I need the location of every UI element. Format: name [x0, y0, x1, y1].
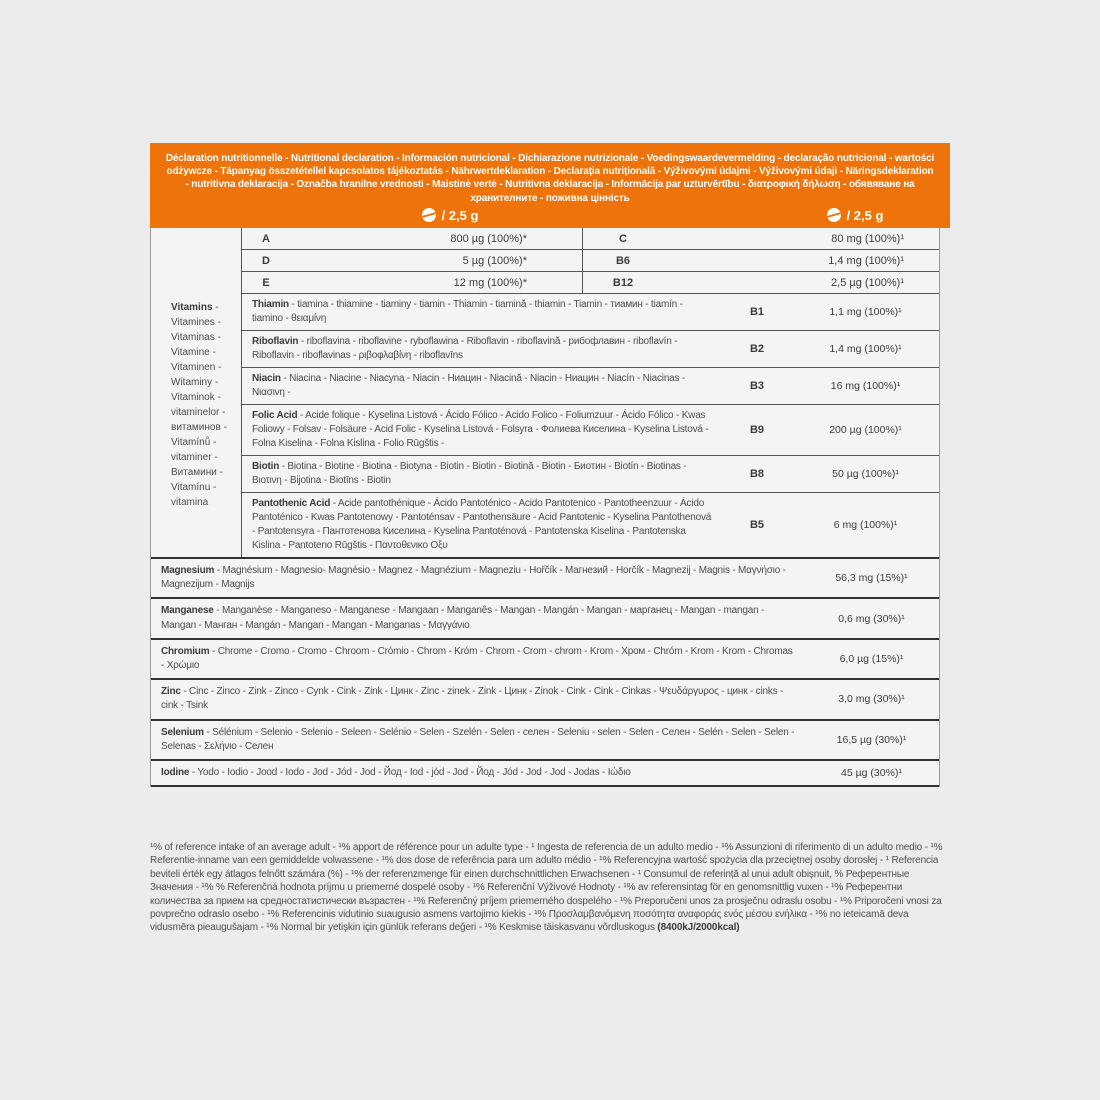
serving-size-left [395, 206, 505, 224]
serving-size-right-label: / 2,5 g [846, 207, 884, 223]
tablet-icon [827, 208, 841, 222]
mineral-value: 45 µg (30%)¹ [841, 766, 902, 779]
table-row-selenium [151, 721, 939, 761]
vitamin-name-bold: Folic Acid [252, 410, 298, 421]
vitamin-value: 1,1 mg (100%)¹ [829, 306, 902, 318]
vitamin-letter: D [262, 254, 270, 267]
table-row-biotin [242, 456, 939, 493]
vitamin-letter: B12 [582, 272, 663, 293]
mineral-value: 56,3 mg (15%)¹ [835, 572, 908, 585]
mineral-name-translations: - Magnésium - Magnesio- Magnésio - Magnez - Magnézium - Magneziu - Hořčík - Магнезий - Horčík - Magnezij - Magnis - Μαγνήσιο - Magnezijum - Magnijs [161, 565, 786, 591]
nutrition-declaration-title: Déclaration nutritionnelle - Nutritional declaration - Información nutricional - Dichiarazione nutrizionale - Voedingswaardevermelding - declaração nutricional - wartości odżywcze - Tápanyag összetétellel kapcsolatos tájékoztatás - Nährwertdeklaration - Declarația nutrițională - Výživovými údajmi - Výživovými údaji - Näringsdeklaration - nutritivna deklaracija - Označba hranilne vrednosti - Maistinė vertė - Nutritivna deklaracija - Informācija par uzturvērtību - διατροφική δήλωση - обявяване на хранителните - поживна цінність [165, 153, 935, 204]
mineral-name-bold: Zinc [161, 686, 181, 698]
table-row-vitamin-e-b12 [242, 272, 939, 294]
footnote-text: ¹% of reference intake of an average adult - ¹% apport de référence pour un adulte type - ¹ Ingesta de referencia de un adulto medio - ¹% Assunzioni di riferimento di un adulto medio - ¹% Referentie-inname van een gemiddelde volwassene - ¹% dos dose de referência para um adulto médio - ¹% Referencyjna wartość spożycia dla przeciętnej osoby dorosłej - ¹ Referencia beviteli érték egy átlagos felnőtt számára (%) - ¹% der referenzmenge für einen durchschnittlichen Erwachsenen - ¹ Consumul de referință al unui adult obișnuit, % Референтные Значения - ¹% % Referenčná hodnota príjmu u priemerné dospelé osoby - ¹% Referenční Výživové Hodnoty - ¹% av referensintag för en genomsnittlig vuxen - ¹% Референтни количества за прием на средностатистически възрастен - ¹% Referenčný príjem priemerného dospelého - ¹% Preporučeni unos za prosječnu odraslu osobu - ¹% Priporočeni vnosi za povprečno odraslo osebo - ¹% Referencinis vidutinio suaugusio asmens vartojimo kiekis - ¹% Προσλαμβανόμενη ποσότητα αναφοράς ενός μέσου ενήλικα - ¹% no ieteicamā deva vidusmēra pieaugušajam - ¹% Normal bir yetişkin için günlük referans değeri - ¹% Keskmise täiskasvanu võrdluskogus [150, 842, 943, 934]
mineral-name-bold: Magnesium [161, 565, 215, 576]
vitamin-value: 80 mg (100%)¹ [831, 232, 904, 245]
table-row-iodine [151, 761, 939, 787]
vitamin-value: 50 µg (100%)¹ [832, 468, 899, 480]
mineral-name-translations: - Yodo - Iodio - Jood - Iodo - Jod - Jód - Jod - Йод - Iod - jód - Jod - Йод - Jód - Jod - Jod - Jodas - Ιώδιο [189, 766, 631, 778]
mineral-name-bold: Manganese [161, 605, 214, 617]
vitamin-value: 1,4 mg (100%)¹ [829, 343, 902, 355]
vitamin-name-translations: - riboflavina - riboflavine - ryboflawina - Riboflavin - riboflavină - рибофлавин - riboflavín - Riboflavin - riboflavinas - ριβοφλαβίνη - riboflavīns [252, 336, 678, 361]
nutrition-table [150, 228, 940, 787]
reference-intake-footnote [150, 841, 946, 935]
table-row-niacin [242, 368, 939, 405]
mineral-value: 0,6 mg (30%)¹ [838, 612, 905, 625]
mineral-name [151, 640, 804, 678]
vitamin-code: B8 [749, 468, 765, 480]
footnote-energy-value: (8400kJ/2000kcal) [657, 922, 740, 934]
table-row-thiamin [242, 294, 939, 331]
vitamin-letter-section [241, 228, 939, 294]
vitamin-name-translations: - Biotina - Biotine - Biotina - Biotyna - Biotin - Biotin - Biotină - Biotin - Биотин - Biotín - Biotinas - Βιοτινη - Bijotina - Biotīns - Biotin [252, 461, 687, 486]
mineral-name-bold: Chromium [161, 645, 210, 657]
vitamin-value: 1,4 mg (100%)¹ [828, 254, 904, 267]
mineral-name [151, 721, 804, 759]
vitamin-code: B1 [749, 306, 765, 318]
mineral-name-translations: - Chrome - Cromo - Cromo - Chroom - Crómio - Chrom - Króm - Chrom - Crom - chrom - Krom - Хром - Chróm - Krom - Krom - Chromas - Χρώμιο [161, 645, 793, 671]
vitamin-name-translations: - Acide folique - Kyselina Listová - Ácido Fólico - Acido Folico - Foliumzuur - Ácido Fólico - Kwas Foliowy - Folsav - Folsäure - Acid Folic - Kyselina Listová - Folsyra - Фолиева Киселина - Kyselina Listová - Folna Kiselina - Folna Kislina - Folio Rūgštis - [252, 410, 709, 449]
vitamin-letter: C [582, 228, 663, 249]
mineral-name-bold: Selenium [161, 726, 204, 738]
vitamin-name [242, 493, 722, 557]
vitamin-letter: B6 [582, 250, 663, 271]
mineral-name-translations: - Manganèse - Manganeso - Manganese - Mangaan - Manganês - Mangan - Mangán - Mangan - марганец - Mangan - mangan - Mangan - Манган - Mangán - Mangan - Mangan - Manganas - Μαγγάνιο [161, 605, 765, 631]
mineral-name [151, 761, 804, 785]
tablet-icon [422, 208, 436, 222]
mineral-name-bold: Iodine [161, 766, 190, 778]
vitamin-code: B2 [749, 343, 765, 355]
serving-size-left-label: / 2,5 g [441, 207, 479, 223]
vitamins-row-header [151, 294, 241, 557]
mineral-name [151, 599, 804, 637]
mineral-name-translations: - Cinc - Zinco - Zink - Zinco - Cynk - Cink - Zink - Цинк - Zinc - zinek - Zink - Цинк - Zinok - Cink - Cink - Cinkas - Ψευδάργυρος - цинк - cinks - cink - Tsink [161, 686, 784, 712]
mineral-name [151, 559, 804, 597]
table-row-chromium [151, 640, 939, 680]
vitamin-name-translations: - tiamina - thiamine - tiaminy - tiamin - Thiamin - tiamină - thiamin - Tiamin - тиамин - tiamín - tiamino - θειαμίνη [252, 299, 683, 324]
vitamin-name [242, 405, 722, 455]
vitamin-code: B9 [749, 424, 765, 436]
vitamin-name-bold: Pantothenic Acid [252, 498, 331, 509]
vitamin-name [242, 368, 722, 404]
mineral-value: 3,0 mg (30%)¹ [838, 693, 905, 706]
vitamins-row-header-rest: - Vitamines - Vitaminas - Vitamine - Vitaminen - Witaminy - Vitaminok - vitaminelor - витаминов - Vitamínů - vitaminer - Витамини - Vitamínu - vitamina [171, 302, 227, 508]
named-vitamins-section [151, 294, 939, 559]
vitamin-name [242, 331, 722, 367]
vitamin-value: 6 mg (100%)¹ [833, 519, 898, 531]
table-row-magnesium [151, 559, 939, 599]
table-row-vitamin-d-b6 [242, 250, 939, 272]
vitamin-value: 800 µg (100%)* [450, 232, 527, 245]
vitamin-code: B5 [749, 519, 765, 531]
vitamin-value: 16 mg (100%)¹ [830, 380, 901, 392]
vitamin-value: 200 µg (100%)¹ [829, 424, 902, 436]
mineral-value: 6,0 µg (15%)¹ [839, 652, 904, 665]
vitamin-name-translations: - Niacina - Niacine - Niacyna - Niacin - Ниацин - Niacină - Niacin - Ниацин - Niacín - Niacinas - Νιασινη - [252, 373, 686, 398]
vitamin-name-bold: Niacin [252, 373, 281, 384]
vitamin-name-bold: Thiamin [252, 299, 289, 310]
vitamin-letter: E [262, 276, 270, 289]
table-row-pantothenic-acid [242, 493, 939, 557]
table-row-zinc [151, 680, 939, 720]
table-row-vitamin-a-c [242, 228, 939, 250]
mineral-value: 16,5 µg (30%)¹ [836, 733, 907, 746]
named-vitamins-rows [241, 294, 939, 557]
mineral-name [151, 680, 804, 718]
nutrition-declaration-band [150, 143, 950, 228]
vitamin-value: 5 µg (100%)* [462, 254, 527, 267]
mineral-name-translations: - Sélénium - Selenio - Selenio - Seleen - Selénio - Selen - Szelén - Selen - селен - Seleniu - selen - Selen - Селен - Selén - Selen - Selen - Selenas - Σελήνιο - Селен [161, 726, 795, 752]
vitamin-name-bold: Riboflavin [252, 336, 299, 347]
table-row-manganese [151, 599, 939, 639]
vitamin-name-translations: - Acide pantothénique - Ácido Pantoténico - Acido Pantotenico - Pantotheenzuur - Ácido Pantoténico - Kwas Pantotenowy - Pantoténsav - Pantothensäure - Acid Pantotenic - Kyselina Pantothenová - Pantotensyra - Пантотенова Киселина - Kyselina Pantoténová - Pantotenska Kiselina - Pantotenska Kislina - Pantoteno Rūgštis - Παντοθενικο Οξυ [252, 498, 712, 551]
vitamin-name-bold: Biotin [252, 461, 280, 472]
vitamin-code: B3 [749, 380, 765, 392]
vitamin-value: 2,5 µg (100%)¹ [831, 276, 904, 289]
vitamin-name [242, 294, 722, 330]
vitamin-letter: A [262, 232, 270, 245]
vitamin-name [242, 456, 722, 492]
serving-size-right [800, 206, 910, 224]
table-row-folic-acid [242, 405, 939, 456]
vitamin-value: 12 mg (100%)* [453, 276, 527, 289]
vitamins-row-header-bold: Vitamins [171, 302, 213, 313]
table-row-riboflavin [242, 331, 939, 368]
